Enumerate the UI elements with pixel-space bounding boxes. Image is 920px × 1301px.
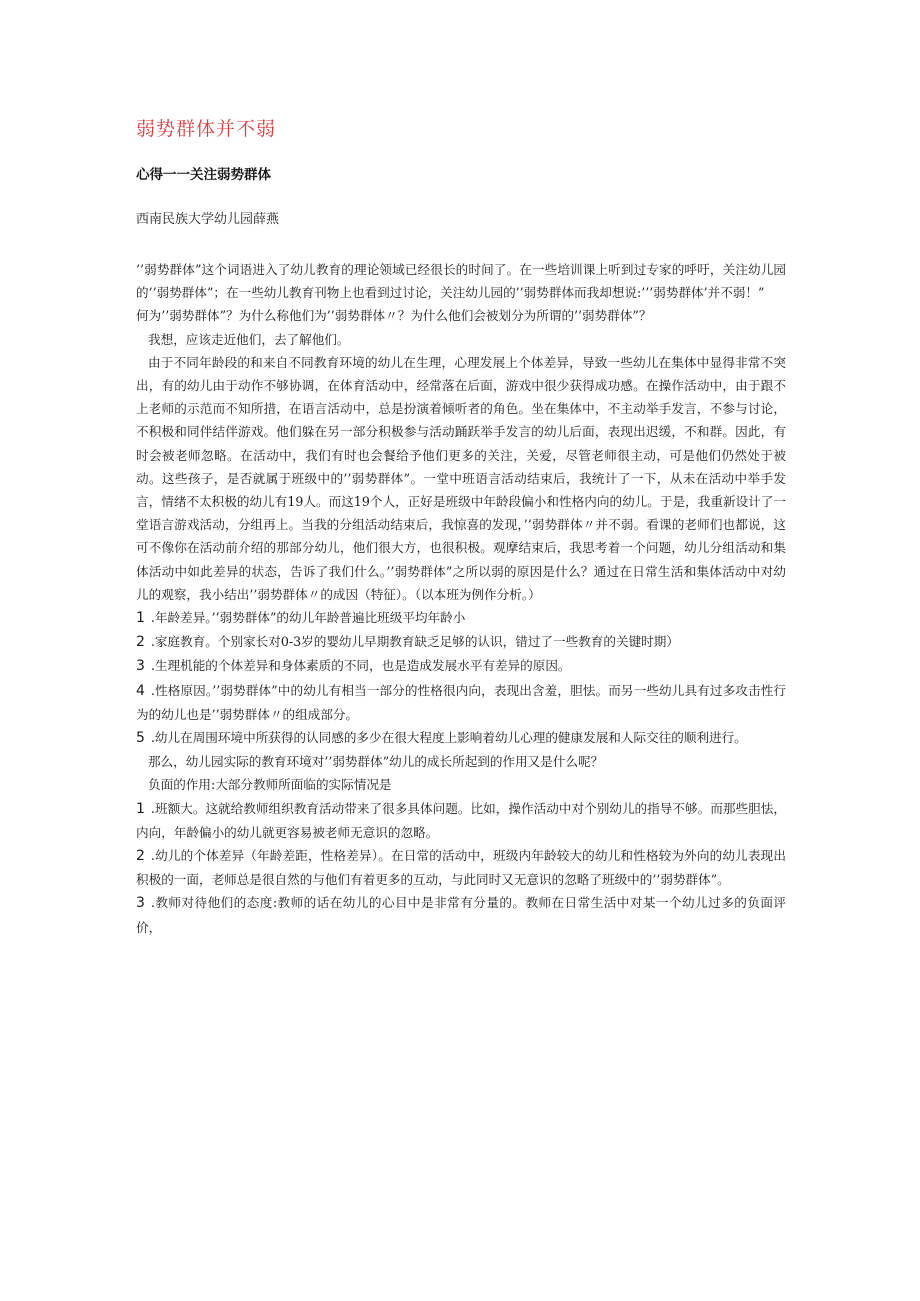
paragraph-intro: ’’弱势群体”这个词语进入了幼儿教育的理论领域已经很长的时间了。在一些培训课上听到过专家的呼吁，关注幼儿园的’’弱势群体”；在一些幼儿教育刊物上也看到过讨论，关注幼儿园的’’弱势群体而我却想说:’’’弱势群体’并不弱！”: [136, 262, 786, 301]
list-item-number: 2: [136, 634, 145, 651]
list-item: [136, 630, 786, 654]
negative-effects-list: [136, 797, 786, 939]
list-item-text: .生理机能的个体差异和身体素质的不同，也是造成发展水平有差异的原因。: [150, 658, 571, 674]
causes-list: [136, 606, 786, 750]
list-item-number: 1: [136, 610, 145, 627]
list-item: [136, 891, 786, 938]
list-item: [136, 797, 786, 844]
list-item: [136, 606, 786, 630]
paragraph-questions: 何为’’弱势群体”？为什么称他们为’’弱势群体〃？为什么他们会被划分为所谓的’’弱势群体”？: [136, 308, 652, 324]
list-item-text: .幼儿在周围环境中所获得的认同感的多少在很大程度上影响着幼儿心理的健康发展和人际交往的顺利进行。: [150, 730, 747, 746]
list-item-text: .教师对待他们的态度:教师的话在幼儿的心目中是非常有分量的。教师在日常生活中对某一个幼儿过多的负面评价，: [136, 895, 786, 935]
list-item-text: .家庭教育。个别家长对0-3岁的婴幼儿早期教育缺乏足够的认识，错过了一些教育的关键时期）: [150, 634, 679, 650]
list-item-number: 2: [136, 848, 145, 865]
paragraph-analysis: 由于不同年龄段的和来自不同教育环境的幼儿在生理，心理发展上个体差异，导致一些幼儿在集体中显得非常不突出，有的幼儿由于动作不够协调，在体育活动中，经常落在后面，游戏中很少获得成功感。在操作活动中，由于跟不上老师的示范而不知所措，在语言活动中，总是扮演着倾听者的角色。坐在集体中，不主动举手发言，不参与讨论，不积极和同伴结伴游戏。他们躲在另一部分积极参与活动踊跃举手发言的幼儿后面，表现出迟缓，不和群。因此，有时会被老师忽略。在活动中，我们有时也会餐给予他们更多的关注，关爱，尽管老师很主动，可是他们仍然处于被动。这些孩子，是否就属于班级中的’’弱势群体”。一堂中班语言活动结束后，我统计了一下，从未在活动中举手发言，情绪不太积极的幼儿有19人。而这19个人，正好是班级中年龄段偏小和性格内向的幼儿。于是，我重新设计了一堂语言游戏活动，分组再上。当我的分组活动结束后，我惊喜的发现，’’弱势群体〃并不弱。看课的老师们也都说，这可不像你在活动前介绍的那部分幼儿，他们很大方，也很积极。观摩结束后，我思考着一个问题，幼儿分组活动和集体活动中如此差异的状态，告诉了我们什么。’’弱势群体”之所以弱的原因是什么？通过在日常生活和集体活动中对幼儿的观察，我小结出’’弱势群体〃的成因（特征）。（以本班为例作分析。）: [136, 354, 786, 602]
document-subtitle: 心得一一关注弱势群体: [136, 167, 271, 183]
paragraph-approach: 我想，应该走近他们，去了解他们。: [148, 331, 350, 347]
document-body: [136, 258, 786, 939]
list-item-text: .性格原因。’’弱势群体”中的幼儿有相当一部分的性格很内向，表现出含羞，胆怯。而另一些幼儿具有过多攻击性行为的幼儿也是’’弱势群体〃的组成部分。: [136, 682, 786, 722]
document-author: 西南民族大学幼儿园薛燕: [136, 212, 280, 227]
list-item: [136, 654, 786, 678]
list-item-text: .班额大。这就给教师组织教育活动带来了很多具体问题。比如，操作活动中对个别幼儿的指导不够。而那些胆怯，内向，年龄偏小的幼儿就更容易被老师无意识的忽略。: [136, 800, 786, 840]
list-item: [136, 679, 786, 726]
list-item-number: 1: [136, 800, 145, 817]
document-title: 弱势群体并不弱: [136, 118, 277, 140]
list-item-number: 3: [136, 895, 145, 912]
paragraph-negative-effects: 负面的作用:大部分教师所面临的实际情况是: [148, 777, 392, 793]
list-item-text: .年龄差异。’’弱势群体”的幼儿年龄普遍比班级平均年龄小: [150, 610, 466, 626]
list-item-number: 5: [136, 730, 145, 747]
paragraph-environment-question: 那么，幼儿园实际的教育环境对’’弱势群体”幼儿的成长所起到的作用又是什么呢？: [148, 754, 604, 770]
list-item: [136, 726, 786, 750]
list-item-number: 3: [136, 658, 145, 675]
list-item-text: .幼儿的个体差异（年龄差距，性格差异）。在日常的活动中，班级内年龄较大的幼儿和性格较为外向的幼儿表现出积极的一面，老师总是很自然的与他们有着更多的互动，与此同时又无意识的忽略了班级中的’’弱势群体”。: [136, 848, 786, 888]
list-item: [136, 844, 786, 891]
list-item-number: 4: [136, 682, 145, 699]
